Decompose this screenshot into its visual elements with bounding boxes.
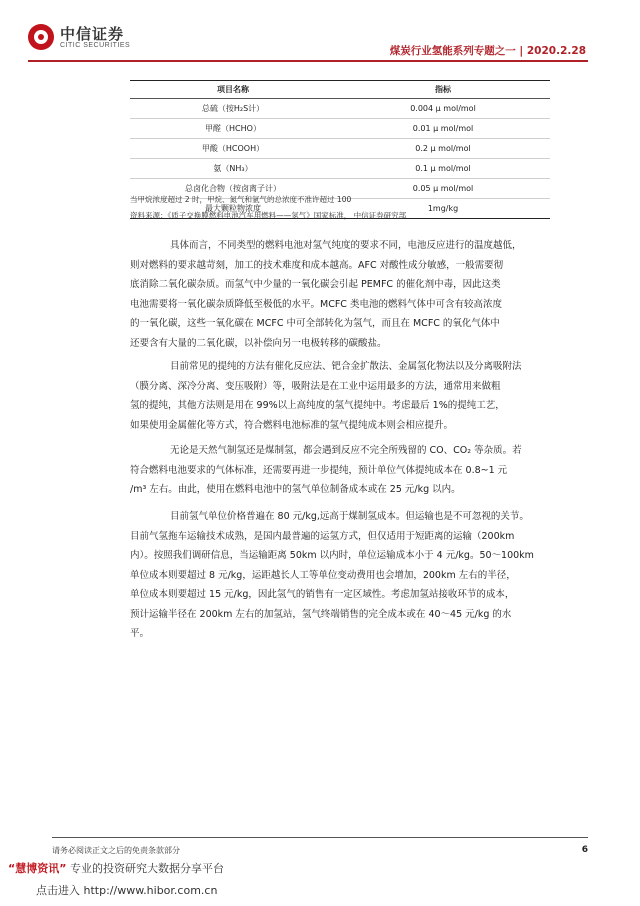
- header-divider: [28, 60, 588, 62]
- text-line: /m³ 左右。由此，使用在燃料电池中的氢气单位制备成本或在 25 元/kg 以内。: [130, 484, 461, 495]
- table-row: [130, 119, 550, 139]
- table-row: [130, 139, 550, 159]
- text-line: 目前气氢拖车运输技术成熟，是国内最普遍的运氢方式，但仅适用于短距离的运输（200km: [130, 530, 515, 542]
- text-line: 则对燃料的要求越苛刻，加工的技术难度和成本越高。AFC 对酸性成分敏感，一般需要彻: [130, 259, 504, 271]
- paragraph-purity-requirements: [130, 236, 590, 353]
- page-number: 6: [581, 845, 588, 855]
- text-line: 无论是天然气制氢还是煤制氢，都会遇到反应不完全所残留的 CO、CO₂ 等杂质。若: [170, 445, 522, 456]
- col-header-name: 项目名称: [130, 81, 336, 99]
- text-line: 预计运输半径在 200km 左右的加氢站，氢气终端销售的完全成本或在 40～45 元/kg 的水: [130, 608, 512, 620]
- paragraph-impurities-cost: [130, 441, 590, 500]
- text-line: 平。: [130, 628, 150, 639]
- text-line: （膜分离、深冷分离、变压吸附）等，吸附法是在工业中运用最多的方法，通常用来做粗: [130, 380, 501, 392]
- text-line: 符合燃料电池要求的气体标准，还需要再进一步提纯，预计单位气体提纯成本在 0.8~1 元: [130, 464, 508, 476]
- paragraph-transport-cost: [130, 507, 590, 644]
- promo-brand: “慧博资讯”: [8, 862, 67, 875]
- citic-logo-icon: [28, 24, 54, 50]
- row-value: 0.1 μ mol/mol: [336, 159, 550, 179]
- row-name: 总硫（按H₂S计）: [130, 99, 336, 119]
- text-line: 单位成本则要超过 15 元/kg，因此氢气的销售有一定区域性。考虑加氢站接收环节的成本，: [130, 589, 515, 600]
- text-line: 内）。按照我们调研信息，当运输距离 50km 以内时，单位运输成本小于 4 元/kg。50～100km: [130, 550, 534, 561]
- row-name: 最大颗粒物浓度: [130, 199, 336, 219]
- text-line: 目前氢气单位价格普遍在 80 元/kg,远高于煤制氢成本。但运输也是不可忽视的关节。: [170, 511, 529, 522]
- paragraph-purification-methods: [130, 357, 590, 435]
- table-row: [130, 159, 550, 179]
- text-line: 目前常见的提纯的方法有催化反应法、钯合金扩散法、金属氢化物法以及分离吸附法: [170, 361, 522, 372]
- col-header-value: 指标: [336, 81, 550, 99]
- row-value: 0.004 μ mol/mol: [336, 99, 550, 119]
- row-name: 甲酸（HCOOH）: [130, 139, 336, 159]
- row-value: 0.05 μ mol/mol: [336, 179, 550, 199]
- promo-text: 专业的投资研究大数据分享平台: [66, 862, 224, 875]
- row-value: 0.01 μ mol/mol: [336, 119, 550, 139]
- text-line: 具体而言，不同类型的燃料电池对氢气纯度的要求不同，电池反应进行的温度越低，: [170, 240, 522, 251]
- logo-english-name: CITIC SECURITIES: [60, 41, 131, 49]
- promo-entry-link[interactable]: 点击进入 http://www.hibor.com.cn: [36, 884, 218, 897]
- text-line: 底消除二氧化碳杂质。而氢气中少量的一氧化碳会引起 PEMFC 的催化剂中毒，因此这类: [130, 279, 501, 290]
- row-name: 总卤化合物（按卤离子计）: [130, 179, 336, 199]
- table-note: 当甲烷浓度超过 2 时，甲烷、氮气和氩气的总浓度不准许超过 100: [130, 195, 352, 204]
- footer-divider: [52, 837, 588, 838]
- table-header-row: [130, 81, 550, 99]
- company-logo: [28, 24, 130, 50]
- text-line: 的一氧化碳，这些一氧化碳在 MCFC 中可全部转化为氢气，而且在 MCFC 的氧化气体中: [130, 318, 500, 329]
- footer-disclaimer: 请务必阅读正文之后的免责条款部分: [52, 846, 180, 855]
- row-value: 1mg/kg: [336, 199, 550, 219]
- promo-banner: [8, 860, 224, 876]
- row-name: 甲醛（HCHO）: [130, 119, 336, 139]
- logo-chinese-name: 中信证券: [60, 24, 125, 43]
- text-line: 单位成本则要超过 8 元/kg，运距越长人工等单位变动费用也会增加，200km 左右的半径，: [130, 569, 516, 581]
- table-source: 资料来源：《质子交换膜燃料电池汽车用燃料——氢气》国家标准， 中信证券研究部: [130, 211, 407, 220]
- row-name: 氨（NH₃）: [130, 159, 336, 179]
- text-line: 如果使用金属催化等方式，符合燃料电池标准的氢气提纯成本则会相应提升。: [130, 419, 454, 431]
- row-value: 0.2 μ mol/mol: [336, 139, 550, 159]
- table-row: [130, 99, 550, 119]
- report-title: 煤炭行业氢能系列专题之一 | 2020.2.28: [389, 45, 586, 57]
- text-line: 还要含有大量的二氧化碳，以补偿向另一电极转移的碳酸盐。: [130, 337, 387, 349]
- text-line: 氢的提纯，其他方法则是用在 99%以上高纯度的氢气提纯中。考虑最后 1%的提纯工艺，: [130, 400, 505, 411]
- text-line: 电池需要将一氧化碳杂质降低至极低的水平。MCFC 类电池的燃料气体中可含有较高浓度: [130, 298, 502, 310]
